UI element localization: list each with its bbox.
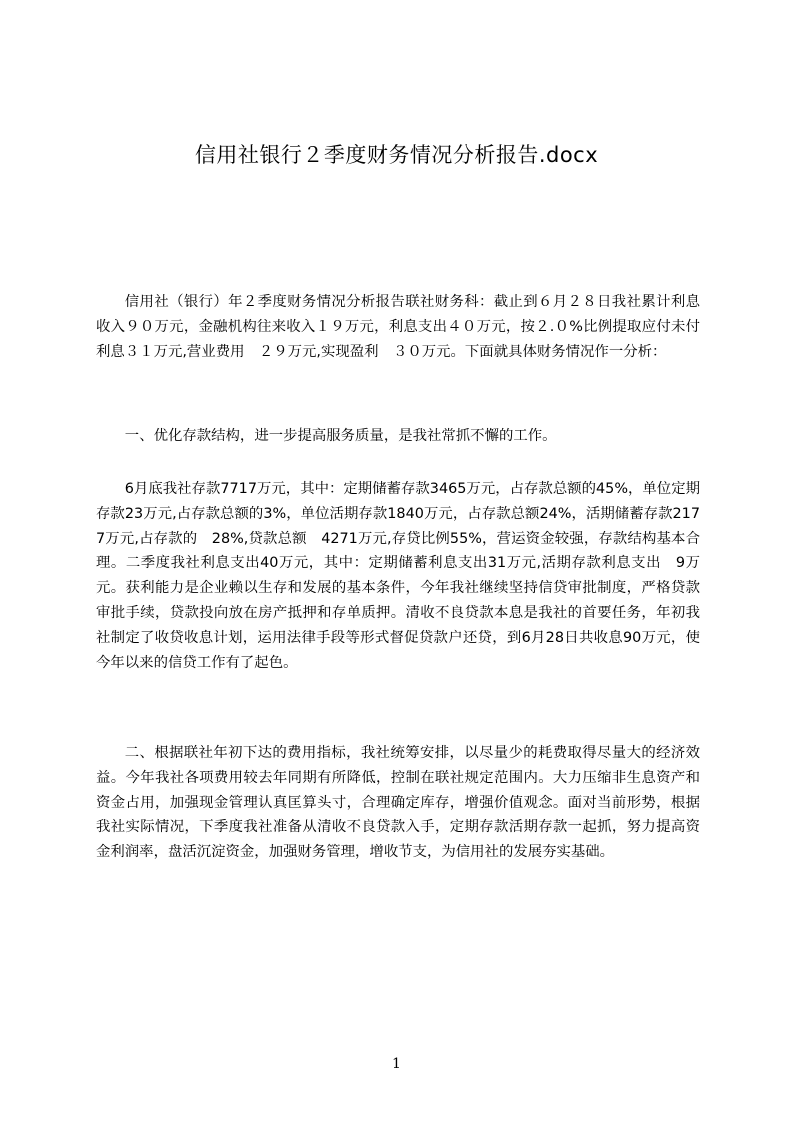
paragraph-text: 信用社（银行）年２季度财务情况分析报告联社财务科：截止到６月２８日我社累计利息收入９０万元，金融机构往来收入１９万元，利息支出４０万元，按２.０%比例提取应付未付利息３１万元,营业费用 ２９万元,实现盈利 ３０万元。下面就具体财务情况作一分析：	[96, 294, 700, 360]
paragraph-text: 二、根据联社年初下达的费用指标，我社统筹安排，以尽量少的耗费取得尽量大的经济效益。今年我社各项费用较去年同期有所降低，控制在联社规定范围内。大力压缩非生息资产和资金占用，加强现金管理认真匡算头寸，合理确定库存，增强价值观念。面对当前形势，根据我社实际情况，下季度我社准备从清收不良贷款入手，定期存款活期存款一起抓，努力提高资金利润率，盘活沉淀资金，加强财务管理，增收节支，为信用社的发展夯实基础。	[96, 745, 700, 861]
section-heading-deposit-structure	[96, 424, 700, 449]
paragraph-text: 6月底我社存款7717万元，其中：定期储蓄存款3465万元，占存款总额的45%，单位定期存款23万元,占存款总额的3%，单位活期存款1840万元，占存款总额24%，活期储蓄存款2177万元,占存款的 28%,贷款总额 4271万元,存贷比例55%，营运资金较强，存款结构基本合理。二季度我社利息支出40万元，其中：定期储蓄利息支出31万元,活期存款利息支出 9万元。获利能力是企业赖以生存和发展的基本条件，今年我社继续坚持信贷审批制度，严格贷款审批手续，贷款投向放在房产抵押和存单质押。清收不良贷款本息是我社的首要任务，年初我社制定了收贷收息计划，运用法律手段等形式督促贷款户还贷，到6月28日共收息90万元，使今年以来的信贷工作有了起色。	[96, 481, 700, 671]
section-heading-text: 一、优化存款结构，进一步提高服务质量，是我社常抓不懈的工作。	[124, 428, 557, 444]
paragraph-expense-control	[96, 741, 700, 865]
page-number: 1	[392, 1056, 401, 1072]
paragraph-summary	[96, 290, 700, 364]
paragraph-deposit-details	[96, 477, 700, 675]
document-title: 信用社银行２季度财务情况分析报告.docx	[194, 143, 599, 167]
